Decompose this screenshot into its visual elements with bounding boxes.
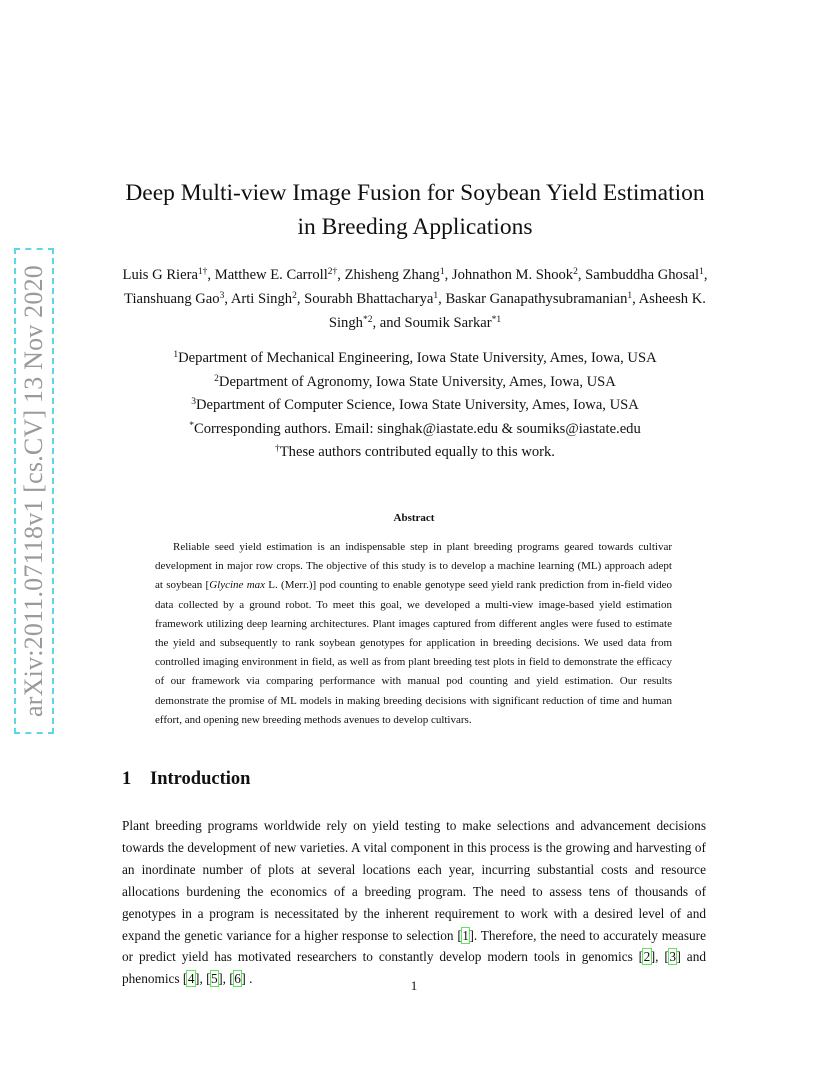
affiliation-mark: † bbox=[275, 444, 280, 454]
page-number: 1 bbox=[410, 978, 418, 993]
intro-text-5: ], [ bbox=[195, 971, 211, 987]
author-name: Arti Singh bbox=[230, 291, 293, 307]
citation-link-6[interactable]: 6 bbox=[234, 971, 241, 987]
author bbox=[404, 315, 501, 331]
affiliation-line bbox=[110, 418, 720, 442]
author-separator: , bbox=[438, 291, 446, 307]
affiliation-mark: * bbox=[189, 420, 194, 431]
author-affiliation-mark: 1† bbox=[197, 267, 208, 277]
author-separator: , bbox=[577, 267, 586, 283]
author bbox=[585, 267, 707, 283]
section-number: 1 bbox=[122, 769, 132, 789]
section-title: Introduction bbox=[150, 769, 251, 789]
author-name: Matthew E. Carroll bbox=[214, 267, 328, 283]
author-name: Sourabh Bhattacharya bbox=[304, 291, 434, 307]
author-affiliation-mark: 1 bbox=[699, 267, 704, 277]
affiliation-text: Department of Computer Science, Iowa State University, Ames, Iowa, USA bbox=[195, 397, 639, 413]
intro-text-3: ], [ bbox=[650, 949, 669, 965]
author bbox=[123, 267, 215, 283]
author-affiliation-mark: 2 bbox=[292, 291, 297, 301]
author-name: Asheesh K. Singh bbox=[328, 291, 706, 331]
affiliation-text: Corresponding authors. Email: singhak@iastate.edu & soumiks@iastate.edu bbox=[193, 420, 641, 437]
intro-text-7: ] . bbox=[241, 971, 253, 987]
author bbox=[452, 267, 585, 283]
affiliation-mark: 3 bbox=[191, 397, 196, 407]
affiliation-text: These authors contributed equally to this work. bbox=[279, 444, 555, 460]
author-affiliation-mark: 2† bbox=[327, 267, 338, 277]
intro-text-6: ], [ bbox=[218, 971, 234, 987]
arxiv-sidebar-stamp bbox=[14, 248, 54, 734]
citation-link-1[interactable]: 1 bbox=[462, 927, 469, 943]
abstract-part-1: Reliable seed yield estimation is an indispensable step in plant breeding programs geared towards cultivar development in major row crops. The objective of this study is to develop a machine learning (ML) approach adept at soybean [ bbox=[155, 541, 672, 592]
author-name: Zhisheng Zhang bbox=[344, 267, 440, 283]
intro-text-2: ]. Therefore, the need to accurately measure or predict yield has motivated researchers to constantly develop modern tools in genomics [ bbox=[122, 927, 706, 965]
author-separator: , bbox=[224, 291, 231, 307]
affiliation-line bbox=[110, 394, 720, 418]
section-heading-introduction bbox=[122, 769, 250, 790]
author bbox=[345, 267, 452, 283]
intro-text-1: Plant breeding programs worldwide rely on yield testing to make selections and advancement decisions towards the development of new varieties. A vital component in this process is the growing and harvesting of an inordinate number of plots at several locations each year, incurring substantial costs and resource allocations burdening the economics of a breeding program. The need to assess tens of thousands of genotypes in a program is necessitated by the inherent requirement to work with a desired level of and expand the genetic variance for a higher response to selection [ bbox=[122, 818, 706, 943]
author-name: Johnathon M. Shook bbox=[451, 267, 574, 283]
author-name: Tianshuang Gao bbox=[124, 291, 220, 307]
affiliation-text: Department of Agronomy, Iowa State University, Ames, Iowa, USA bbox=[218, 373, 616, 390]
citation-link-2[interactable]: 2 bbox=[643, 949, 651, 965]
abstract-species-italic: Glycine max bbox=[209, 579, 266, 592]
author-affiliation-mark: *1 bbox=[491, 315, 502, 325]
title-line-2: in Breeding Applications bbox=[297, 214, 533, 240]
author-name: Sambuddha Ghosal bbox=[585, 267, 700, 283]
author bbox=[445, 291, 638, 307]
citation-link-4[interactable]: 4 bbox=[187, 971, 195, 987]
author-separator: , bbox=[444, 267, 452, 283]
affiliation-text: Department of Mechanical Engineering, Iowa State University, Ames, Iowa, USA bbox=[178, 350, 657, 366]
author bbox=[124, 291, 231, 307]
author bbox=[304, 291, 445, 307]
abstract-heading: Abstract bbox=[393, 512, 435, 524]
introduction-paragraph bbox=[122, 815, 706, 990]
affiliation-list bbox=[110, 347, 720, 465]
affiliation-line bbox=[110, 441, 720, 465]
paper-title bbox=[110, 176, 720, 244]
author-affiliation-mark: 2 bbox=[573, 267, 578, 277]
author-separator: , bbox=[296, 291, 305, 307]
author-affiliation-mark: 3 bbox=[219, 291, 225, 301]
author bbox=[215, 267, 345, 283]
author-separator: , and bbox=[372, 315, 405, 331]
affiliation-mark: 2 bbox=[214, 373, 219, 384]
author-separator: , bbox=[632, 291, 639, 307]
author-name: Soumik Sarkar bbox=[404, 315, 492, 331]
author-separator: , bbox=[207, 267, 215, 283]
author-affiliation-mark: *2 bbox=[362, 315, 373, 325]
affiliation-line bbox=[110, 371, 720, 395]
affiliation-mark: 1 bbox=[173, 350, 179, 360]
author-affiliation-mark: 1 bbox=[627, 291, 633, 301]
author-list bbox=[110, 263, 720, 335]
author-name: Baskar Ganapathysubramanian bbox=[445, 291, 628, 307]
author bbox=[231, 291, 304, 307]
author-separator: , bbox=[337, 267, 345, 283]
abstract-part-2: L. (Merr.)] pod counting to enable genotype seed yield rank prediction from in-field video data collected by a ground robot. To meet this goal, we developed a multi-view image-based yield estimation framework utilizing deep learning architectures. Plant images captured from different angles were fused to estimate the yield and subsequently to rank soybean genotypes for application in breeding decisions. We used data from controlled imaging environment in field, as well as from plant breeding test plots in field to demonstrate the efficacy of our framework via comparing performance with manual pod counting and yield estimation. Our results demonstrate the promise of ML models in making breeding decisions with significant reduction of time and human effort, and opening new breeding methods avenues to develop cultivars. bbox=[155, 579, 673, 726]
citation-link-3[interactable]: 3 bbox=[669, 949, 676, 965]
author-separator: , bbox=[703, 267, 708, 283]
author-name: Luis G Riera bbox=[122, 267, 198, 283]
author-affiliation-mark: 1 bbox=[439, 267, 445, 277]
affiliation-line bbox=[110, 347, 720, 371]
citation-link-5[interactable]: 5 bbox=[211, 971, 218, 987]
title-line-1: Deep Multi-view Image Fusion for Soybean Yield Estimation bbox=[125, 180, 705, 206]
abstract-text bbox=[155, 538, 672, 730]
arxiv-identifier: arXiv:2011.07118v1 [cs.CV] 13 Nov 2020 bbox=[19, 265, 48, 717]
intro-text-4: ] and phenomics [ bbox=[122, 949, 706, 987]
author-affiliation-mark: 1 bbox=[433, 291, 439, 301]
